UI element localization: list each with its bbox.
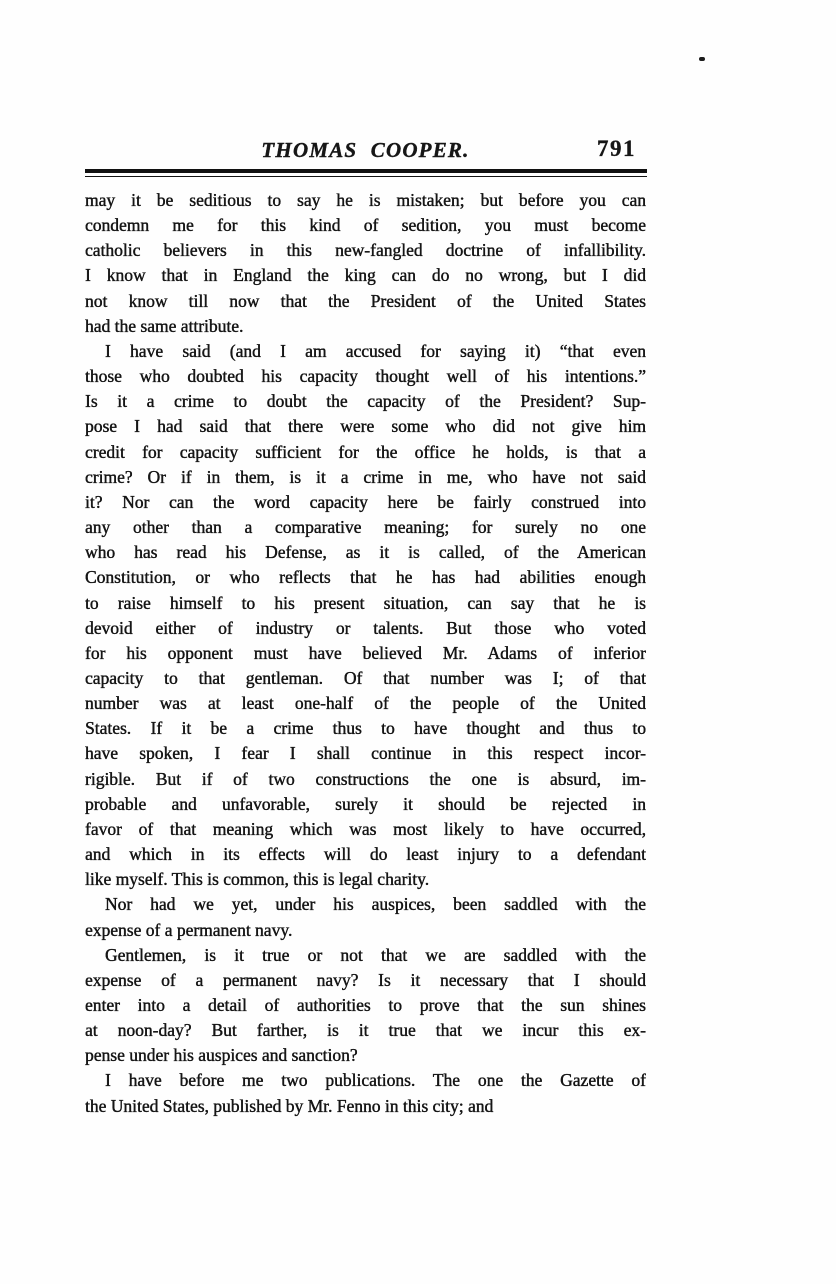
ink-speck	[699, 57, 705, 61]
text-line: crime? Or if in them, is it a crime in me, who have not said	[85, 466, 646, 487]
text-line: Is it a crime to doubt the capacity of the President? Sup-	[85, 391, 646, 412]
text-line: the United States, published by Mr. Fenno in this city; and	[85, 1095, 494, 1116]
text-line: had the same attribute.	[85, 315, 244, 336]
text-line: and which in its effects will do least injury to a defendant	[85, 844, 646, 865]
text-line: I have said (and I am accused for saying it) “that even	[105, 340, 646, 361]
text-line: devoid either of industry or talents. But those who voted	[85, 617, 646, 638]
text-line: probable and unfavorable, surely it should be rejected in	[85, 793, 646, 814]
body-text	[85, 188, 646, 1119]
text-line: catholic believers in this new-fangled doctrine of infallibility.	[85, 240, 646, 261]
text-line: I know that in England the king can do no wrong, but I did	[85, 265, 646, 286]
text-line: Nor had we yet, under his auspices, been saddled with the	[105, 894, 646, 915]
text-line: any other than a comparative meaning; for surely no one	[85, 517, 646, 538]
text-line: States. If it be a crime thus to have thought and thus to	[85, 718, 646, 739]
text-line: have spoken, I fear I shall continue in this respect incor-	[85, 743, 646, 764]
text-line: not know till now that the President of the United States	[85, 290, 646, 311]
text-line: who has read his Defense, as it is called, of the American	[85, 542, 646, 563]
text-line: to raise himself to his present situation, can say that he is	[85, 592, 646, 613]
page-header-title: THOMAS COOPER.	[261, 138, 470, 162]
text-line: pose I had said that there were some who did not give him	[85, 416, 646, 437]
text-line: pense under his auspices and sanction?	[85, 1045, 358, 1066]
text-line: favor of that meaning which was most likely to have occurred,	[85, 818, 646, 839]
header-rule-thick	[85, 169, 647, 173]
text-line: those who doubted his capacity thought well of his intentions.”	[85, 366, 646, 387]
text-line: like myself. This is common, this is legal charity.	[85, 869, 430, 890]
text-line: for his opponent must have believed Mr. Adams of inferior	[85, 642, 646, 663]
text-line: may it be seditious to say he is mistaken; but before you can	[85, 190, 646, 210]
text-line: rigible. But if of two constructions the one is absurd, im-	[85, 768, 646, 789]
text-line: it? Nor can the word capacity here be fairly construed into	[85, 491, 646, 512]
text-line: at noon-day? But farther, is it true that we incur this ex-	[85, 1020, 646, 1041]
text-line: condemn me for this kind of sedition, you must become	[85, 215, 646, 236]
text-line: Gentlemen, is it true or not that we are saddled with the	[105, 944, 646, 965]
text-line: credit for capacity sufficient for the office he holds, is that a	[85, 441, 646, 462]
text-line: number was at least one-half of the people of the United	[85, 693, 646, 714]
text-line: capacity to that gentleman. Of that number was I; of that	[85, 667, 646, 688]
text-line: I have before me two publications. The one the Gazette of	[105, 1070, 646, 1091]
page-number: 791	[597, 136, 636, 161]
header-rule-thin	[85, 176, 647, 178]
text-line: enter into a detail of authorities to prove that the sun shines	[85, 995, 646, 1015]
text-line: expense of a permanent navy.	[85, 919, 293, 940]
text-line: expense of a permanent navy? Is it necessary that I should	[85, 969, 646, 990]
text-line: Constitution, or who reflects that he has had abilities enough	[85, 567, 646, 588]
